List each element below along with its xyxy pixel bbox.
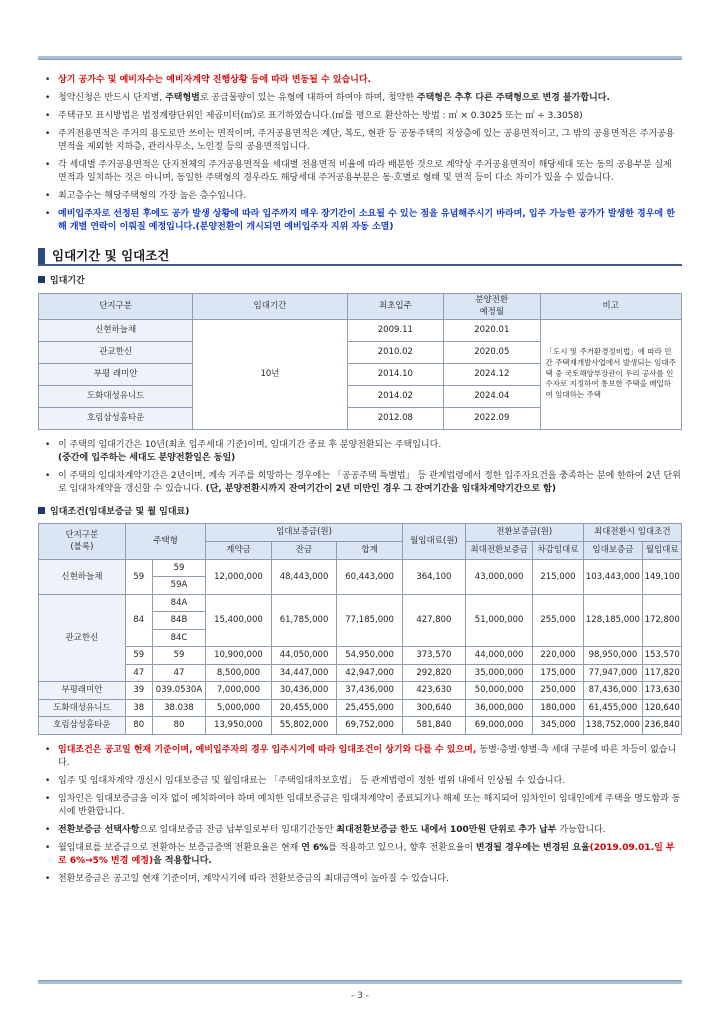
note-item bbox=[38, 793, 682, 819]
note-text: 주택규모 표시방법은 법정계량단위인 제곱미터(㎡)로 표기하였습니다.(㎡를 평으로 환산하는 방법 : ㎡ × 0.3025 또는 ㎡ ÷ 3.3058) bbox=[58, 111, 583, 122]
note-text: 전환보증금은 공고일 현재 기준이며, 계약시기에 따라 전환보증금의 최대금액이 높아질 수 있습니다. bbox=[58, 874, 449, 885]
first-move-in: 2009.11 bbox=[347, 319, 443, 341]
cell-total: 60,443,000 bbox=[337, 559, 403, 594]
note-text: 월임대료를 보증금으로 전환하는 보증금증액 전환요율은 현재 bbox=[58, 843, 302, 854]
cell-conv-rent: 255,000 bbox=[533, 594, 583, 647]
complex-name: 신현하늘채 bbox=[39, 559, 126, 594]
header-conv-max: 최대전환보증금 bbox=[465, 541, 533, 559]
header-deposit: 임대보증금(원) bbox=[206, 523, 403, 541]
notes-mid-list bbox=[38, 439, 682, 496]
note-text: 이 주택의 임대기간은 10년(최초 입주세대 기준)이며, 임대기간 종료 후 분양전환되는 주택입니다. bbox=[58, 439, 442, 450]
conversion-month: 2022.09 bbox=[444, 407, 540, 429]
table-row bbox=[39, 594, 682, 612]
type-sub: 84A bbox=[152, 594, 205, 612]
cell-monthly: 292,820 bbox=[402, 664, 465, 682]
complex-name: 도화대성유니드 bbox=[39, 385, 193, 407]
note-text: 입주 및 임대차계약 갱신시 임대보증금 및 월임대료는 「주택임대차보호법」 등 관계법령이 정한 범위 내에서 인상될 수 있습니다. bbox=[58, 775, 566, 786]
cell-monthly: 364,100 bbox=[402, 559, 465, 594]
period-value: 10년 bbox=[193, 319, 347, 429]
note-text: 임차인은 임대보증금을 이자 없이 예치하여야 하며 예치한 임대보증금은 임대차계약이 종료되거나 해제 또는 해지되어 임차인이 임대인에게 주택을 명도함과 동시에 반환합니다. bbox=[58, 793, 681, 817]
complex-name: 관교한신 bbox=[39, 594, 126, 682]
cell-contract: 13,950,000 bbox=[206, 717, 272, 735]
note-text: 동별·층별·향별·측 세대 구분에 따른 차등이 없습니다. bbox=[58, 744, 677, 768]
complex-name: 관교한신 bbox=[39, 341, 193, 363]
type-sub: 80 bbox=[152, 717, 205, 735]
table-row bbox=[39, 664, 682, 682]
cell-total: 54,950,000 bbox=[337, 647, 403, 665]
table-row bbox=[39, 647, 682, 665]
cell-max-deposit: 128,185,000 bbox=[583, 594, 643, 647]
first-move-in: 2012.08 bbox=[347, 407, 443, 429]
complex-name: 호림삼성홈타운 bbox=[39, 717, 126, 735]
note-text: 각 세대별 주거공용면적은 단지전체의 주거공용면적을 세대별 전용면적 비율에 따라 배분한 것으로 계약상 주거공용면적이 해당세대 또는 동의 공용부분 실제 면적과 일치하는 것은 아니며, 동일한 주택형의 경우라도 해당세대 주거공용부분은 동·호별로 형태 및 면적 등이 다소 차이가 있을 수 있습니다. bbox=[58, 160, 672, 184]
type-sub: 039.0530A bbox=[152, 682, 205, 700]
header-conv-deposit: 전환보증금(원) bbox=[465, 523, 583, 541]
section-marker bbox=[38, 248, 45, 264]
cell-balance: 55,802,000 bbox=[271, 717, 337, 735]
conversion-month: 2024.04 bbox=[444, 385, 540, 407]
note-item bbox=[38, 128, 682, 154]
cell-contract: 15,400,000 bbox=[206, 594, 272, 647]
note-item bbox=[38, 110, 682, 123]
note-text: 최대전환보증금 한도 내에서 100만원 단위로 추가 납부 bbox=[336, 824, 557, 835]
cell-monthly: 581,840 bbox=[402, 717, 465, 735]
cell-conv-rent: 215,000 bbox=[533, 559, 583, 594]
note-item bbox=[38, 208, 682, 234]
note-item bbox=[38, 92, 682, 105]
note-text: 주택형은 추후 다른 주택형으로 변경 불가합니다. bbox=[416, 93, 610, 104]
complex-name: 호림삼성홈타운 bbox=[39, 407, 193, 429]
cell-conv-max: 44,000,000 bbox=[465, 647, 533, 665]
cell-max-rent: 120,640 bbox=[643, 699, 682, 717]
type-sub: 38.038 bbox=[152, 699, 205, 717]
subtitle-period-text: 임대기간 bbox=[50, 276, 85, 287]
note-item bbox=[38, 439, 682, 465]
note-text: 를 적용하고 있으나, 향후 전환요율이 bbox=[328, 843, 476, 854]
table-row bbox=[39, 699, 682, 717]
cell-max-deposit: 103,443,000 bbox=[583, 559, 643, 594]
type-sub: 59 bbox=[152, 559, 205, 577]
note-text: 예비입주자로 선정된 후에도 공가 발생 상황에 따라 입주까지 매우 장기간이 소요될 수 있는 점을 유념해주시기 바라며, 입주 가능한 공가가 발생한 경우에 한해 개별 연락이 이뤄질 예정입니다.(분양전환이 개시되면 예비입주자 지위 자동 소멸) bbox=[58, 209, 675, 233]
header-total: 합계 bbox=[337, 541, 403, 559]
header-complex: 단지구분 bbox=[39, 293, 193, 319]
header-complex-block: 단지구분 (블록) bbox=[39, 523, 126, 559]
type-main: 38 bbox=[125, 699, 152, 717]
cell-conv-rent: 180,000 bbox=[533, 699, 583, 717]
notes-top-list bbox=[38, 74, 682, 234]
subtitle-period bbox=[38, 275, 682, 288]
cell-max-rent: 236,840 bbox=[643, 717, 682, 735]
cell-conv-rent: 250,000 bbox=[533, 682, 583, 700]
note-text: 가능합니다. bbox=[556, 824, 606, 835]
cell-contract: 12,000,000 bbox=[206, 559, 272, 594]
cell-contract: 5,000,000 bbox=[206, 699, 272, 717]
cell-contract: 7,000,000 bbox=[206, 682, 272, 700]
note-text: 주거전용면적은 주거의 용도로만 쓰이는 면적이며, 주거공용면적은 계단, 복도, 현관 등 공동주택의 지상층에 있는 공용면적이고, 그 밖의 공용면적은 주거공용면적을 제외한 지하층, 관리사무소, 노인정 등의 공용면적입니다. bbox=[58, 129, 675, 153]
table-row bbox=[39, 717, 682, 735]
cell-total: 37,436,000 bbox=[337, 682, 403, 700]
cell-max-rent: 117,820 bbox=[643, 664, 682, 682]
subtitle-conditions bbox=[38, 506, 682, 519]
cell-total: 69,752,000 bbox=[337, 717, 403, 735]
note-item bbox=[38, 190, 682, 203]
header-remark: 비고 bbox=[540, 293, 682, 319]
type-sub: 59 bbox=[152, 647, 205, 665]
header-monthly: 월임대료(원) bbox=[402, 523, 465, 559]
conversion-month: 2024.12 bbox=[444, 363, 540, 385]
note-text: (단, 분양전환시까지 잔여기간이 2년 미만인 경우 그 잔여기간을 임대차계약기간으로 함) bbox=[205, 483, 556, 494]
cell-total: 42,947,000 bbox=[337, 664, 403, 682]
cell-balance: 30,436,000 bbox=[271, 682, 337, 700]
header-type: 주택형 bbox=[125, 523, 205, 559]
note-text: 을 적용합니다. bbox=[153, 856, 212, 867]
header-contract: 계약금 bbox=[206, 541, 272, 559]
note-text: 로 공급물량이 있는 유형에 대하여 하여야 하며, 청약한 bbox=[199, 93, 417, 104]
type-sub: 59A bbox=[152, 577, 205, 595]
first-move-in: 2014.02 bbox=[347, 385, 443, 407]
period-table bbox=[38, 293, 682, 430]
note-item bbox=[38, 74, 682, 87]
conditions-table bbox=[38, 523, 682, 735]
table-row bbox=[39, 682, 682, 700]
cell-max-deposit: 61,455,000 bbox=[583, 699, 643, 717]
cell-monthly: 300,640 bbox=[402, 699, 465, 717]
cell-contract: 10,900,000 bbox=[206, 647, 272, 665]
note-text: (2019.09.01.일 부로 6%→5% 변경 예정) bbox=[58, 843, 675, 867]
type-main: 39 bbox=[125, 682, 152, 700]
type-sub: 84B bbox=[152, 612, 205, 630]
table-row bbox=[39, 319, 682, 341]
header-balance: 잔금 bbox=[271, 541, 337, 559]
cell-monthly: 423,630 bbox=[402, 682, 465, 700]
header-max-deposit: 임대보증금 bbox=[583, 541, 643, 559]
header-conv-rent: 차감임대료 bbox=[533, 541, 583, 559]
complex-name: 부평래미안 bbox=[39, 682, 126, 700]
notes-bottom-list bbox=[38, 744, 682, 886]
note-text: 연 6% bbox=[301, 843, 329, 854]
note-text: (중간에 입주하는 세대도 분양전환일은 동일) bbox=[58, 452, 236, 463]
conversion-month: 2020.05 bbox=[444, 341, 540, 363]
header-conv: 분양전환 예정월 bbox=[444, 293, 540, 319]
cell-conv-rent: 345,000 bbox=[533, 717, 583, 735]
cell-max-deposit: 138,752,000 bbox=[583, 717, 643, 735]
note-item bbox=[38, 824, 682, 837]
first-move-in: 2010.02 bbox=[347, 341, 443, 363]
note-text: 청약신청은 반드시 단지별, bbox=[58, 93, 166, 104]
cell-monthly: 373,570 bbox=[402, 647, 465, 665]
cell-monthly: 427,800 bbox=[402, 594, 465, 647]
cell-max-rent: 153,570 bbox=[643, 647, 682, 665]
type-sub: 47 bbox=[152, 664, 205, 682]
type-sub: 84C bbox=[152, 629, 205, 647]
cell-conv-max: 51,000,000 bbox=[465, 594, 533, 647]
type-main: 59 bbox=[125, 647, 152, 665]
cell-contract: 8,500,000 bbox=[206, 664, 272, 682]
note-item bbox=[38, 873, 682, 886]
cell-total: 77,185,000 bbox=[337, 594, 403, 647]
page-content bbox=[38, 74, 682, 891]
cell-max-deposit: 77,947,000 bbox=[583, 664, 643, 682]
square-bullet-icon bbox=[38, 507, 45, 514]
page-number: - 3 - bbox=[351, 991, 369, 1001]
note-text: 으로 임대보증금 잔금 납부일로부터 임대기간동안 bbox=[139, 824, 337, 835]
cell-balance: 48,443,000 bbox=[271, 559, 337, 594]
type-main: 80 bbox=[125, 717, 152, 735]
cell-total: 25,455,000 bbox=[337, 699, 403, 717]
top-rule bbox=[38, 56, 682, 60]
cell-conv-max: 36,000,000 bbox=[465, 699, 533, 717]
note-item bbox=[38, 744, 682, 770]
section-title: 임대기간 및 임대조건 bbox=[52, 248, 170, 264]
cell-max-deposit: 98,950,000 bbox=[583, 647, 643, 665]
type-main: 59 bbox=[125, 559, 152, 594]
note-text: 주택형별 bbox=[165, 93, 200, 104]
header-max-rent: 월임대료 bbox=[643, 541, 682, 559]
cell-max-rent: 149,100 bbox=[643, 559, 682, 594]
cell-balance: 61,785,000 bbox=[271, 594, 337, 647]
table-row bbox=[39, 559, 682, 577]
subtitle-conditions-text: 임대조건(임대보증금 및 월 임대료) bbox=[50, 506, 190, 517]
cell-balance: 34,447,000 bbox=[271, 664, 337, 682]
complex-name: 부평 래미안 bbox=[39, 363, 193, 385]
cell-max-deposit: 87,436,000 bbox=[583, 682, 643, 700]
header-first: 최초입주 bbox=[347, 293, 443, 319]
type-main: 47 bbox=[125, 664, 152, 682]
note-item bbox=[38, 775, 682, 788]
note-text: 전환보증금 선택사항 bbox=[58, 824, 140, 835]
note-text: 최고층수는 해당주택형의 가장 높은 층수입니다. bbox=[58, 191, 247, 202]
conversion-month: 2020.01 bbox=[444, 319, 540, 341]
cell-conv-max: 35,000,000 bbox=[465, 664, 533, 682]
header-max-conv: 최대전환시 임대조건 bbox=[583, 523, 681, 541]
section-header bbox=[38, 246, 682, 266]
cell-max-rent: 173,630 bbox=[643, 682, 682, 700]
remark: 「도시 및 주거환경정비법」에 따라 민간 주택재개발사업에서 발생되는 임대주택 중 국토해양부장관이 우리 공사를 인수자로 지정하여 통보한 주택을 매입하여 임대하는 주택 bbox=[540, 319, 682, 429]
note-text: 이 주택의 임대차계약기간은 2년이며, 계속 거주를 희망하는 경우에는 「공공주택 특별법」 등 관계법령에서 정한 입주자요건을 충족하는 분에 한하여 2년 단위로 임대차계약을 갱신할 수 있습니다. bbox=[58, 470, 681, 494]
cell-conv-rent: 220,000 bbox=[533, 647, 583, 665]
cell-conv-max: 50,000,000 bbox=[465, 682, 533, 700]
cell-conv-rent: 175,000 bbox=[533, 664, 583, 682]
note-text: 임대조건은 공고일 현재 기준이며, 예비입주자의 경우 입주시기에 따라 임대조건이 상기와 다를 수 있으며, bbox=[58, 744, 480, 755]
cell-max-rent: 172,800 bbox=[643, 594, 682, 647]
header-period: 임대기간 bbox=[193, 293, 347, 319]
type-main: 84 bbox=[125, 594, 152, 647]
cell-balance: 20,455,000 bbox=[271, 699, 337, 717]
note-item bbox=[38, 159, 682, 185]
cell-balance: 44,050,000 bbox=[271, 647, 337, 665]
first-move-in: 2014.10 bbox=[347, 363, 443, 385]
square-bullet-icon bbox=[38, 276, 45, 283]
note-item bbox=[38, 842, 682, 868]
complex-name: 신현하늘채 bbox=[39, 319, 193, 341]
bottom-rule bbox=[38, 980, 682, 984]
note-text: 상기 공가수 및 예비자수는 예비자계약 진행상황 등에 따라 변동될 수 있습니다. bbox=[58, 75, 371, 85]
note-text: 변경될 경우에는 변경된 요율 bbox=[475, 843, 590, 854]
complex-name: 도화대성유니드 bbox=[39, 699, 126, 717]
note-item bbox=[38, 470, 682, 496]
cell-conv-max: 43,000,000 bbox=[465, 559, 533, 594]
cell-conv-max: 69,000,000 bbox=[465, 717, 533, 735]
